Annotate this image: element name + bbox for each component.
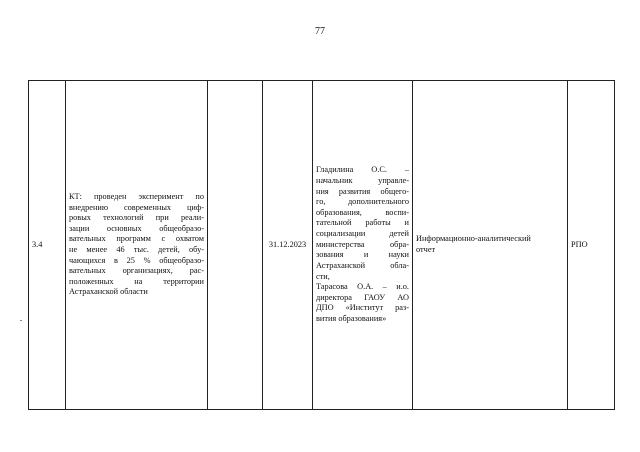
responsible-line: образования, воспи- <box>316 207 409 217</box>
responsible-line: Тарасова О.А. – и.о. <box>316 282 409 292</box>
org-code: РПО <box>571 239 588 249</box>
responsible-line: директора ГАОУ АО <box>316 292 409 302</box>
responsible-line: зования и науки <box>316 250 409 260</box>
description-line: внедрению современных циф- <box>69 202 204 212</box>
responsible-line: вития образования» <box>316 313 387 323</box>
org-cell <box>568 81 615 410</box>
description-line: зации основных общеобразо- <box>69 223 204 233</box>
row-number-cell <box>29 81 66 410</box>
description-line: чающихся в 25 % общеобразо- <box>69 255 204 265</box>
responsible-line: министерства обра- <box>316 239 409 249</box>
result-line: Информационно-аналитический <box>416 234 531 244</box>
deadline-date: 31.12.2023 <box>268 239 307 249</box>
responsible-line: ния развития общего- <box>316 186 409 196</box>
responsible-line: тательной работы и <box>316 218 409 228</box>
responsible-line: ДПО «Институт раз- <box>316 303 409 313</box>
page-number: 77 <box>315 26 325 37</box>
result-line: отчет <box>416 245 436 254</box>
description-line: ровых технологий при реали- <box>69 213 204 223</box>
description-line: вательных организациях, рас- <box>69 266 204 276</box>
responsible-line: Астраханской обла- <box>316 260 409 270</box>
description-cell <box>66 81 208 410</box>
date-cell <box>263 81 313 410</box>
description-line: не менее 46 тыс. детей, обу- <box>69 245 204 254</box>
description-line: Астраханской области <box>69 287 148 297</box>
description-line: положенных на территории <box>69 276 204 286</box>
table-row <box>29 81 615 410</box>
description-line: КТ: проведен эксперимент по <box>69 191 204 201</box>
empty-cell <box>208 81 263 410</box>
responsible-line: социализации детей <box>316 229 409 239</box>
responsible-line: сти, <box>316 271 330 281</box>
responsible-line: начальник управле- <box>316 176 409 186</box>
description-line: вательных программ с охватом <box>69 234 204 244</box>
result-cell <box>413 81 568 410</box>
responsible-line: го, дополнительного <box>316 197 409 207</box>
plan-table <box>28 80 615 410</box>
row-number: 3.4 <box>32 239 43 249</box>
responsible-line: Гладилина О.С. – <box>316 165 409 175</box>
responsible-cell <box>313 81 413 410</box>
scan-speck <box>20 320 22 321</box>
